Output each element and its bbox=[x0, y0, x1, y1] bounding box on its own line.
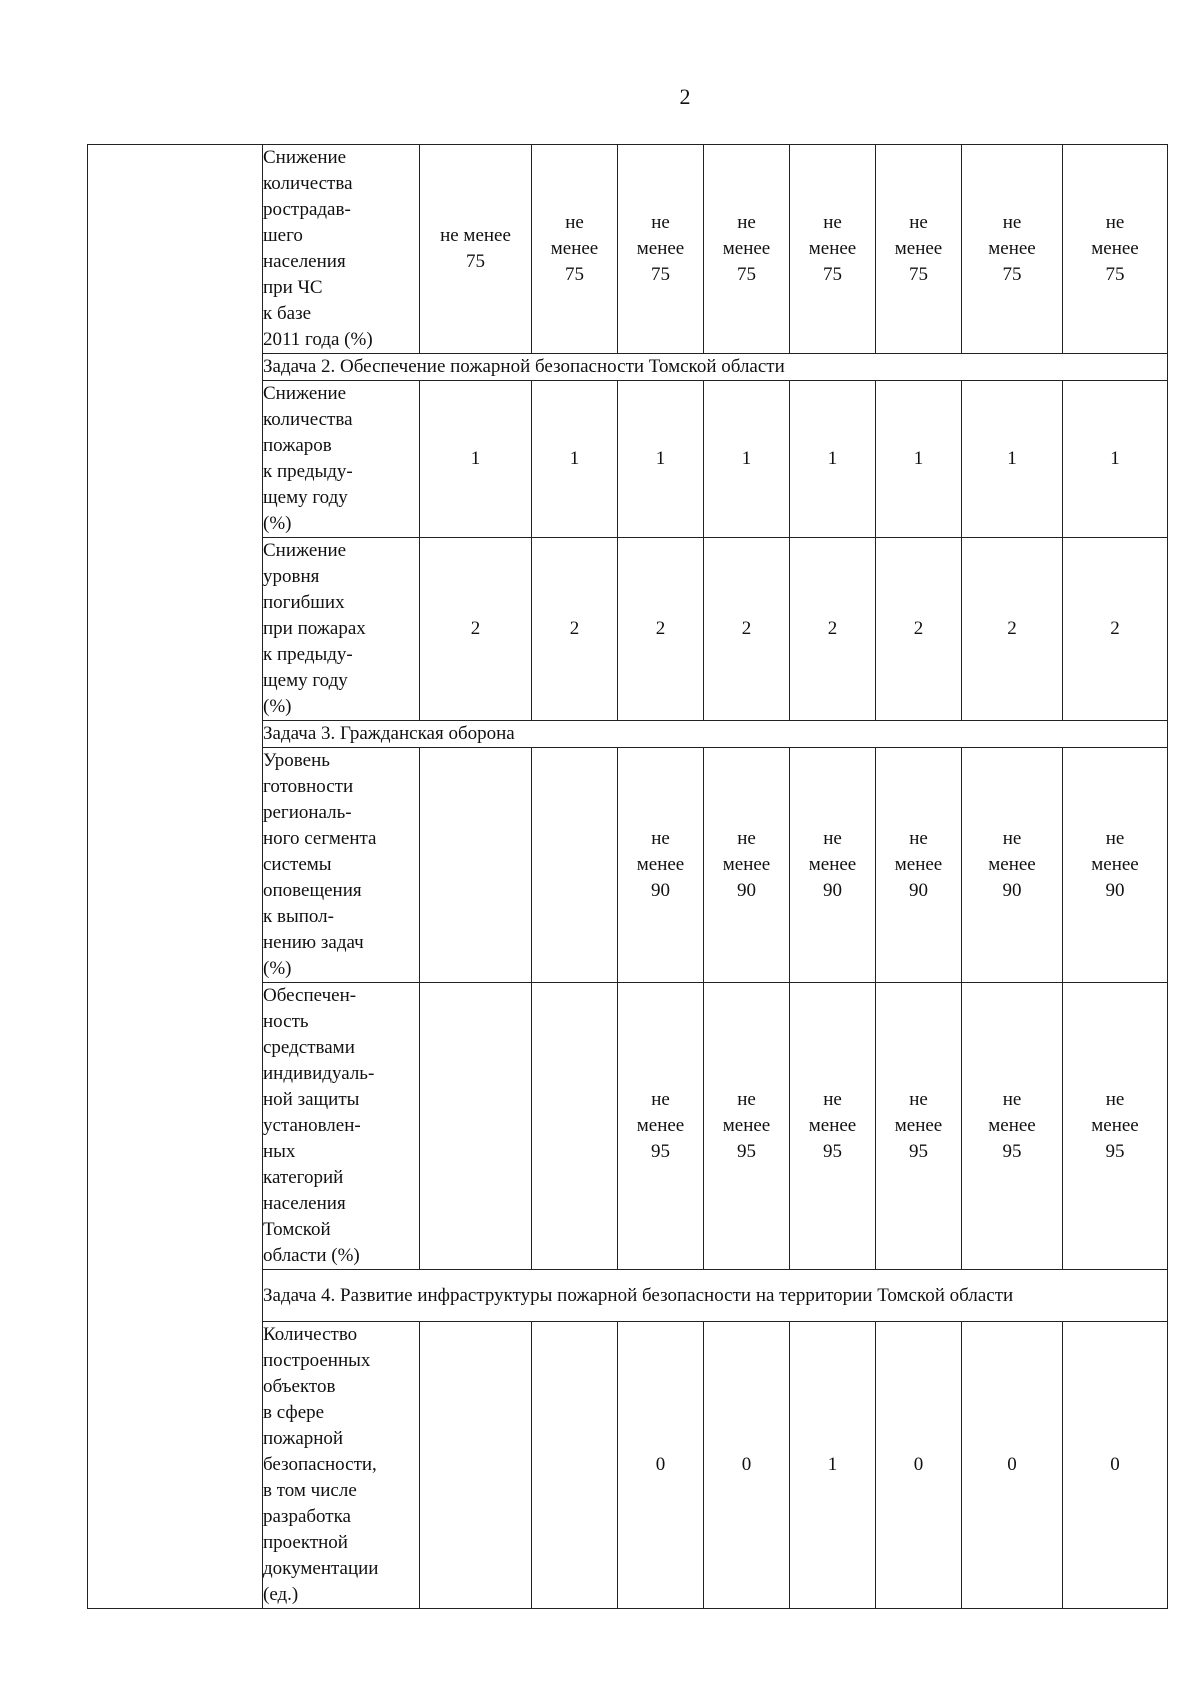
indicator-label: Обеспечен- ность средствами индивидуаль- ной защиты установлен- ных категорий населения Томской области (%) bbox=[263, 983, 420, 1270]
value-cell: 1 bbox=[876, 381, 962, 538]
value-cell: 2 bbox=[876, 538, 962, 721]
value-cell bbox=[420, 1322, 532, 1609]
value-cell: 1 bbox=[532, 381, 618, 538]
task-heading: Задача 2. Обеспечение пожарной безопасности Томской области bbox=[263, 354, 1168, 381]
value-cell: не менее 75 bbox=[420, 145, 532, 354]
value-cell: 0 bbox=[618, 1322, 704, 1609]
blank-first-column bbox=[88, 145, 263, 1609]
value-cell: не менее 75 bbox=[790, 145, 876, 354]
value-cell: не менее 95 bbox=[876, 983, 962, 1270]
value-cell: 1 bbox=[790, 381, 876, 538]
value-cell: 2 bbox=[704, 538, 790, 721]
value-cell: 2 bbox=[618, 538, 704, 721]
value-cell: не менее 90 bbox=[790, 748, 876, 983]
value-cell: не менее 95 bbox=[618, 983, 704, 1270]
value-cell: не менее 75 bbox=[962, 145, 1063, 354]
value-cell: не менее 75 bbox=[1063, 145, 1168, 354]
value-cell bbox=[532, 983, 618, 1270]
value-cell: не менее 90 bbox=[618, 748, 704, 983]
value-cell: 1 bbox=[1063, 381, 1168, 538]
table-row bbox=[88, 145, 1168, 354]
value-cell: не менее 95 bbox=[790, 983, 876, 1270]
value-cell: не менее 75 bbox=[704, 145, 790, 354]
value-cell: 2 bbox=[1063, 538, 1168, 721]
value-cell: не менее 95 bbox=[704, 983, 790, 1270]
indicator-label: Снижение уровня погибших при пожарах к предыду- щему году (%) bbox=[263, 538, 420, 721]
value-cell bbox=[420, 983, 532, 1270]
indicator-label: Снижение количества пожаров к предыду- щему году (%) bbox=[263, 381, 420, 538]
indicator-label: Уровень готовности региональ- ного сегмента системы оповещения к выпол- нению задач (%) bbox=[263, 748, 420, 983]
value-cell: не менее 75 bbox=[618, 145, 704, 354]
value-cell: 1 bbox=[790, 1322, 876, 1609]
value-cell: не менее 90 bbox=[1063, 748, 1168, 983]
value-cell: 0 bbox=[962, 1322, 1063, 1609]
value-cell: 2 bbox=[790, 538, 876, 721]
task-heading: Задача 4. Развитие инфраструктуры пожарной безопасности на территории Томской области bbox=[263, 1270, 1168, 1322]
value-cell: не менее 95 bbox=[1063, 983, 1168, 1270]
value-cell: 2 bbox=[420, 538, 532, 721]
value-cell: 1 bbox=[618, 381, 704, 538]
value-cell: не менее 75 bbox=[532, 145, 618, 354]
indicator-label: Количество построенных объектов в сфере пожарной безопасности, в том числе разработка проектной документации (ед.) bbox=[263, 1322, 420, 1609]
value-cell bbox=[420, 748, 532, 983]
page-number: 2 bbox=[679, 84, 691, 109]
indicators-table bbox=[87, 144, 1168, 1609]
task-heading: Задача 3. Гражданская оборона bbox=[263, 721, 1168, 748]
value-cell: не менее 95 bbox=[962, 983, 1063, 1270]
value-cell: не менее 90 bbox=[704, 748, 790, 983]
value-cell: 0 bbox=[1063, 1322, 1168, 1609]
value-cell: 1 bbox=[962, 381, 1063, 538]
value-cell: 0 bbox=[876, 1322, 962, 1609]
value-cell: не менее 90 bbox=[962, 748, 1063, 983]
value-cell: 1 bbox=[420, 381, 532, 538]
value-cell: 1 bbox=[704, 381, 790, 538]
value-cell: не менее 90 bbox=[876, 748, 962, 983]
value-cell: не менее 75 bbox=[876, 145, 962, 354]
indicator-label: Снижение количества pострадав- шего населения при ЧС к базе 2011 года (%) bbox=[263, 145, 420, 354]
value-cell bbox=[532, 1322, 618, 1609]
value-cell: 0 bbox=[704, 1322, 790, 1609]
value-cell: 2 bbox=[532, 538, 618, 721]
value-cell bbox=[532, 748, 618, 983]
value-cell: 2 bbox=[962, 538, 1063, 721]
